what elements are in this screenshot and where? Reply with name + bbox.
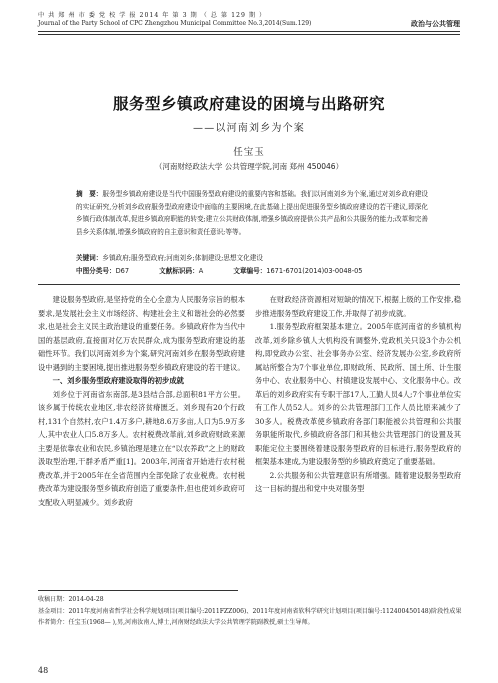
abstract-rule <box>38 284 460 285</box>
header-rule-thin <box>38 34 460 35</box>
journal-header-en: Journal of the Party School of CPC Zhengzhou Municipal Committee No.3,2014(Sum.129) <box>38 20 312 27</box>
footnote <box>38 594 462 629</box>
section-heading: 一、刘乡服务型政府建设取得的初步成就 <box>52 376 184 385</box>
author-name: 任宝玉 <box>233 147 265 158</box>
abstract <box>76 188 428 238</box>
footnote-rule <box>38 590 238 591</box>
author-info: 作者简介：任宝玉(1968— ),男,河南汝南人,博士,河南财经政法大学公共管理学院副教授,硕士生导师。 <box>38 619 314 626</box>
abstract-label: 摘 要： <box>76 190 103 198</box>
received-date: 收稿日期：2014-04-28 <box>38 596 104 603</box>
author-affiliation: （河南财经政法大学 公共管理学院,河南 郑州 450046） <box>154 162 344 171</box>
body-paragraph: 刘乡位于河南省东南部,是3县结合部,总面积81平方公里。该乡属于传统农业地区,非农经济贫瘠匮乏。刘乡现有20个行政村,131个自然村,农户1.4万多户,耕地8.6万多亩,人口为5.9万多人,其中农业人口5.8万多人。农村税费改革前,刘乡政府财政来源主要是依靠农业和农民,乡镇治理是建立在“以农养政”之上的财政汲取型治理,干群矛盾严重[1]。2003年,河南省开始进行农村税费改革,并于2005年在全省范围内全部免除了农业税费。农村税费改革为建设服务型乡镇政府创造了重要条件,但也使刘乡政府可支配收入明显减少。刘乡政府 <box>38 389 245 507</box>
keywords-label: 关键词： <box>76 254 103 262</box>
clc-label: 中图分类号： <box>76 267 116 275</box>
header-rule <box>38 31 460 32</box>
article-subtitle: ——以河南刘乡为个案 <box>193 123 305 134</box>
classification-line <box>76 265 428 277</box>
body-column-left <box>38 293 245 509</box>
doc-code-value: A <box>198 267 204 275</box>
article-title: 服务型乡镇政府建设的困境与出路研究 <box>112 95 385 113</box>
body-column-right <box>255 293 461 496</box>
journal-header-cn: 中 共 郑 州 市 委 党 校 学 报 2014 年 第 3 期 （ 总 第 129 期 ） <box>38 12 267 19</box>
abstract-text: 服务型乡镇政府建设是当代中国服务型政府建设的重要内容和基础。我们以河南刘乡为个案,通过对刘乡政府建设的实证研究,分析刘乡政府服务型政府建设中面临的主要困境,在此基础上提出促进服务型乡镇政府建设的若干建议,即深化乡镇行政体制改革,促进乡镇政府职能的转变;建立公共财政体制,增强乡镇政府提供公共产品和公共服务的能力;改革和完善县乡关系体制,增强乡镇政府的自主意识和责任意识;等等。 <box>76 190 429 236</box>
page-number: 48 <box>38 666 49 675</box>
doc-code-label: 文献标识码： <box>159 267 199 275</box>
keywords <box>76 252 428 264</box>
keywords-text: 乡镇政府;服务型政府;河南刘乡;体制建设;思想文化建设 <box>102 254 263 262</box>
clc-value: D67 <box>115 267 130 275</box>
body-paragraph: 2.公共服务和公共管理意识有所增强。随着建设服务型政府这一目标的提出和党中央对服务型 <box>255 470 461 493</box>
fund-info: 基金项目：2011年度河南省哲学社会科学规划项目(项目编号:2011FZZ006)、2011年度河南省软科学研究计划项目(项目编号:112400450148)阶段性成果 <box>38 607 462 615</box>
section-label: 政治与公共管理 <box>411 20 460 28</box>
body-paragraph: 1.服务型政府框架基本建立。2005年底河南省的乡镇机构改革,刘乡除乡镇人大机构没有调整外,党政机关只设3个办公机构,即党政办公室、社会事务办公室、经济发展办公室,乡政府所属站所整合为7个事业单位,即财政所、民政所、国土所、计生服务中心、农业服务中心、村镇建设发展中心、文化服务中心。改革后的刘乡政府实有专职干部17人,工勤人员4人;7个事业单位实有工作人员52人。刘乡的公共管理部门工作人员比原来减少了30多人。税费改革使乡镇政府各部门职能被公共管理和公共服务职能所取代,乡镇政府各部门和其他公共管理部门的设置及其职能定位主要围绕着建设服务型政府的目标进行,服务型政府的框架基本建成,为建设服务型的乡镇政府奠定了重要基础。 <box>255 322 461 466</box>
article-no-label: 文章编号： <box>233 267 267 275</box>
body-paragraph: 建设服务型政府,是坚持党的全心全意为人民服务宗旨的根本要求,是发展社会主义市场经济、构建社会主义和谐社会的必然要求,也是社会主义民主政治建设的重要任务。乡镇政府作为当代中国的基层政府,直接面对亿万农民群众,成为服务型政府建设的基础性环节。我们以河南刘乡为个案,研究河南刘乡在服务型政府建设中遇到的主要困境,提出推进服务型乡镇政府建设的若干建议。 <box>38 295 245 372</box>
body-paragraph: 在财政经济资源相对短缺的情况下,根据上级的工作安排,稳步推进服务型政府建设工作,并取得了初步成就。 <box>255 295 461 318</box>
article-no-value: 1671-6701(2014)03-0048-05 <box>266 267 363 275</box>
